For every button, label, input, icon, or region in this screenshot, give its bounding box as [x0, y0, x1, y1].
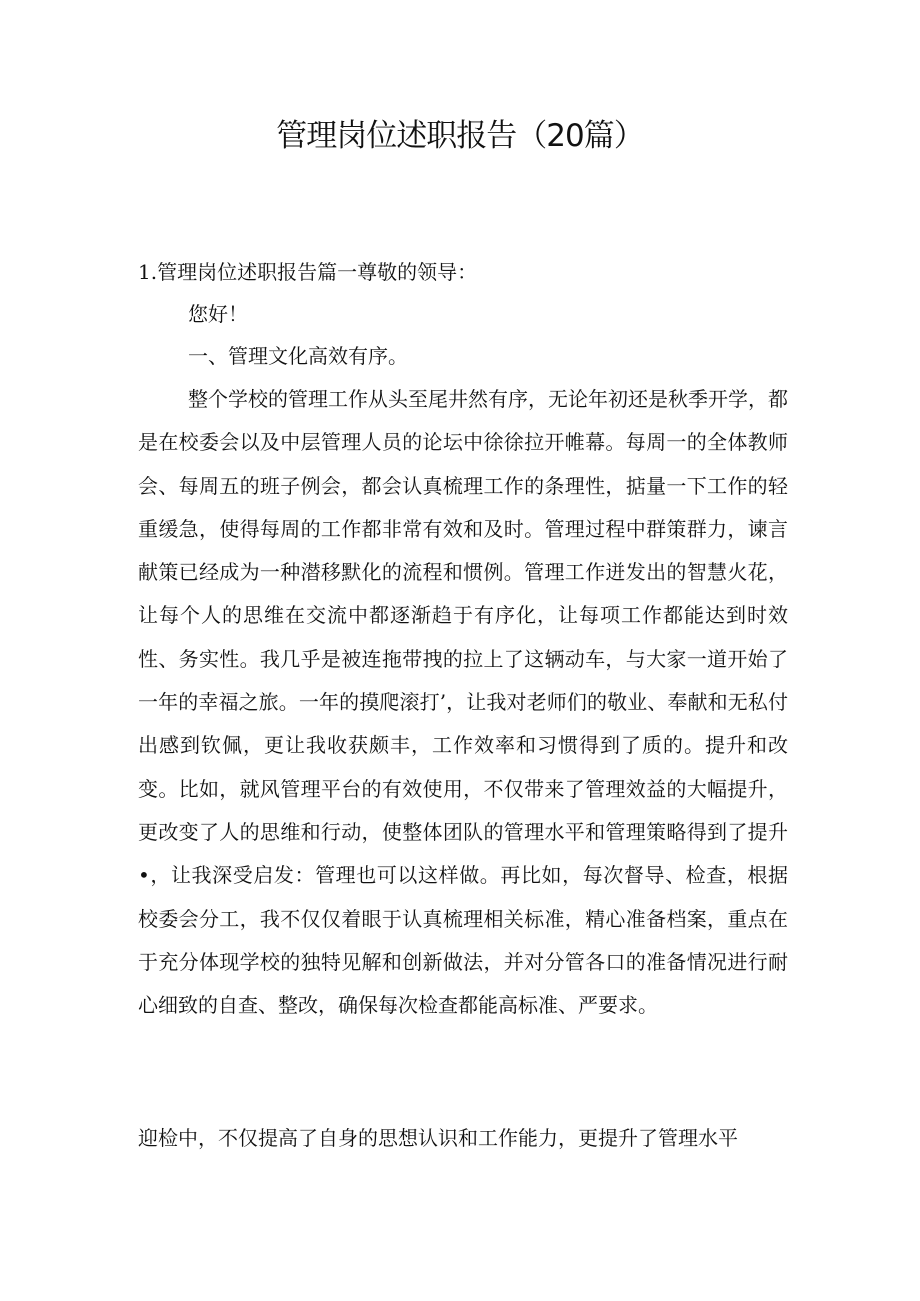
- continuation-paragraph: 迎检中，不仅提高了自身的思想认识和工作能力，更提升了管理水平: [138, 1126, 738, 1150]
- greeting: 您好！: [188, 302, 248, 326]
- body-paragraph: 整个学校的管理工作从头至尾井然有序，无论年初还是秋季开学，都是在校委会以及中层管理人员的论坛中徐徐拉开帷幕。每周一的全体教师会、每周五的班子例会，都会认真梳理工作的条理性，掂量一下工作的轻重缓急，使得每周的工作都非常有效和及时。管理过程中群策群力，谏言献策已经成为一种潜移默化的流程和惯例。管理工作迸发出的智慧火花，让每个人的思维在交流中都逐渐趋于有序化，让每项工作都能达到时效性、务实性。我几乎是被连拖带拽的拉上了这辆动车，与大家一道开始了一年的幸福之旅。一年的摸爬滚打’，让我对老师们的敬业、奉献和无私付出感到钦佩，更让我收获颇丰，工作效率和习惯得到了质的。提升和改变。比如，就风管理平台的有效使用，不仅带来了管理效益的大幅提升，更改变了人的思维和行动，使整体团队的管理水平和管理策略得到了提升•，让我深受启发：管理也可以这样做。再比如，每次督导、检查，根据校委会分工，我不仅仅着眼于认真梳理相关标准，精心准备档案，重点在于充分体现学校的独特见解和创新做法，并对分管各口的准备情况进行耐心细致的自查、整改，确保每次检查都能高标准、严要求。: [138, 387, 788, 1018]
- subheading: 一、管理文化高效有序。: [188, 344, 408, 368]
- section-heading: 1.管理岗位述职报告篇一尊敬的领导：: [138, 260, 478, 284]
- document-title: 管理岗位述职报告（20篇）: [276, 118, 644, 154]
